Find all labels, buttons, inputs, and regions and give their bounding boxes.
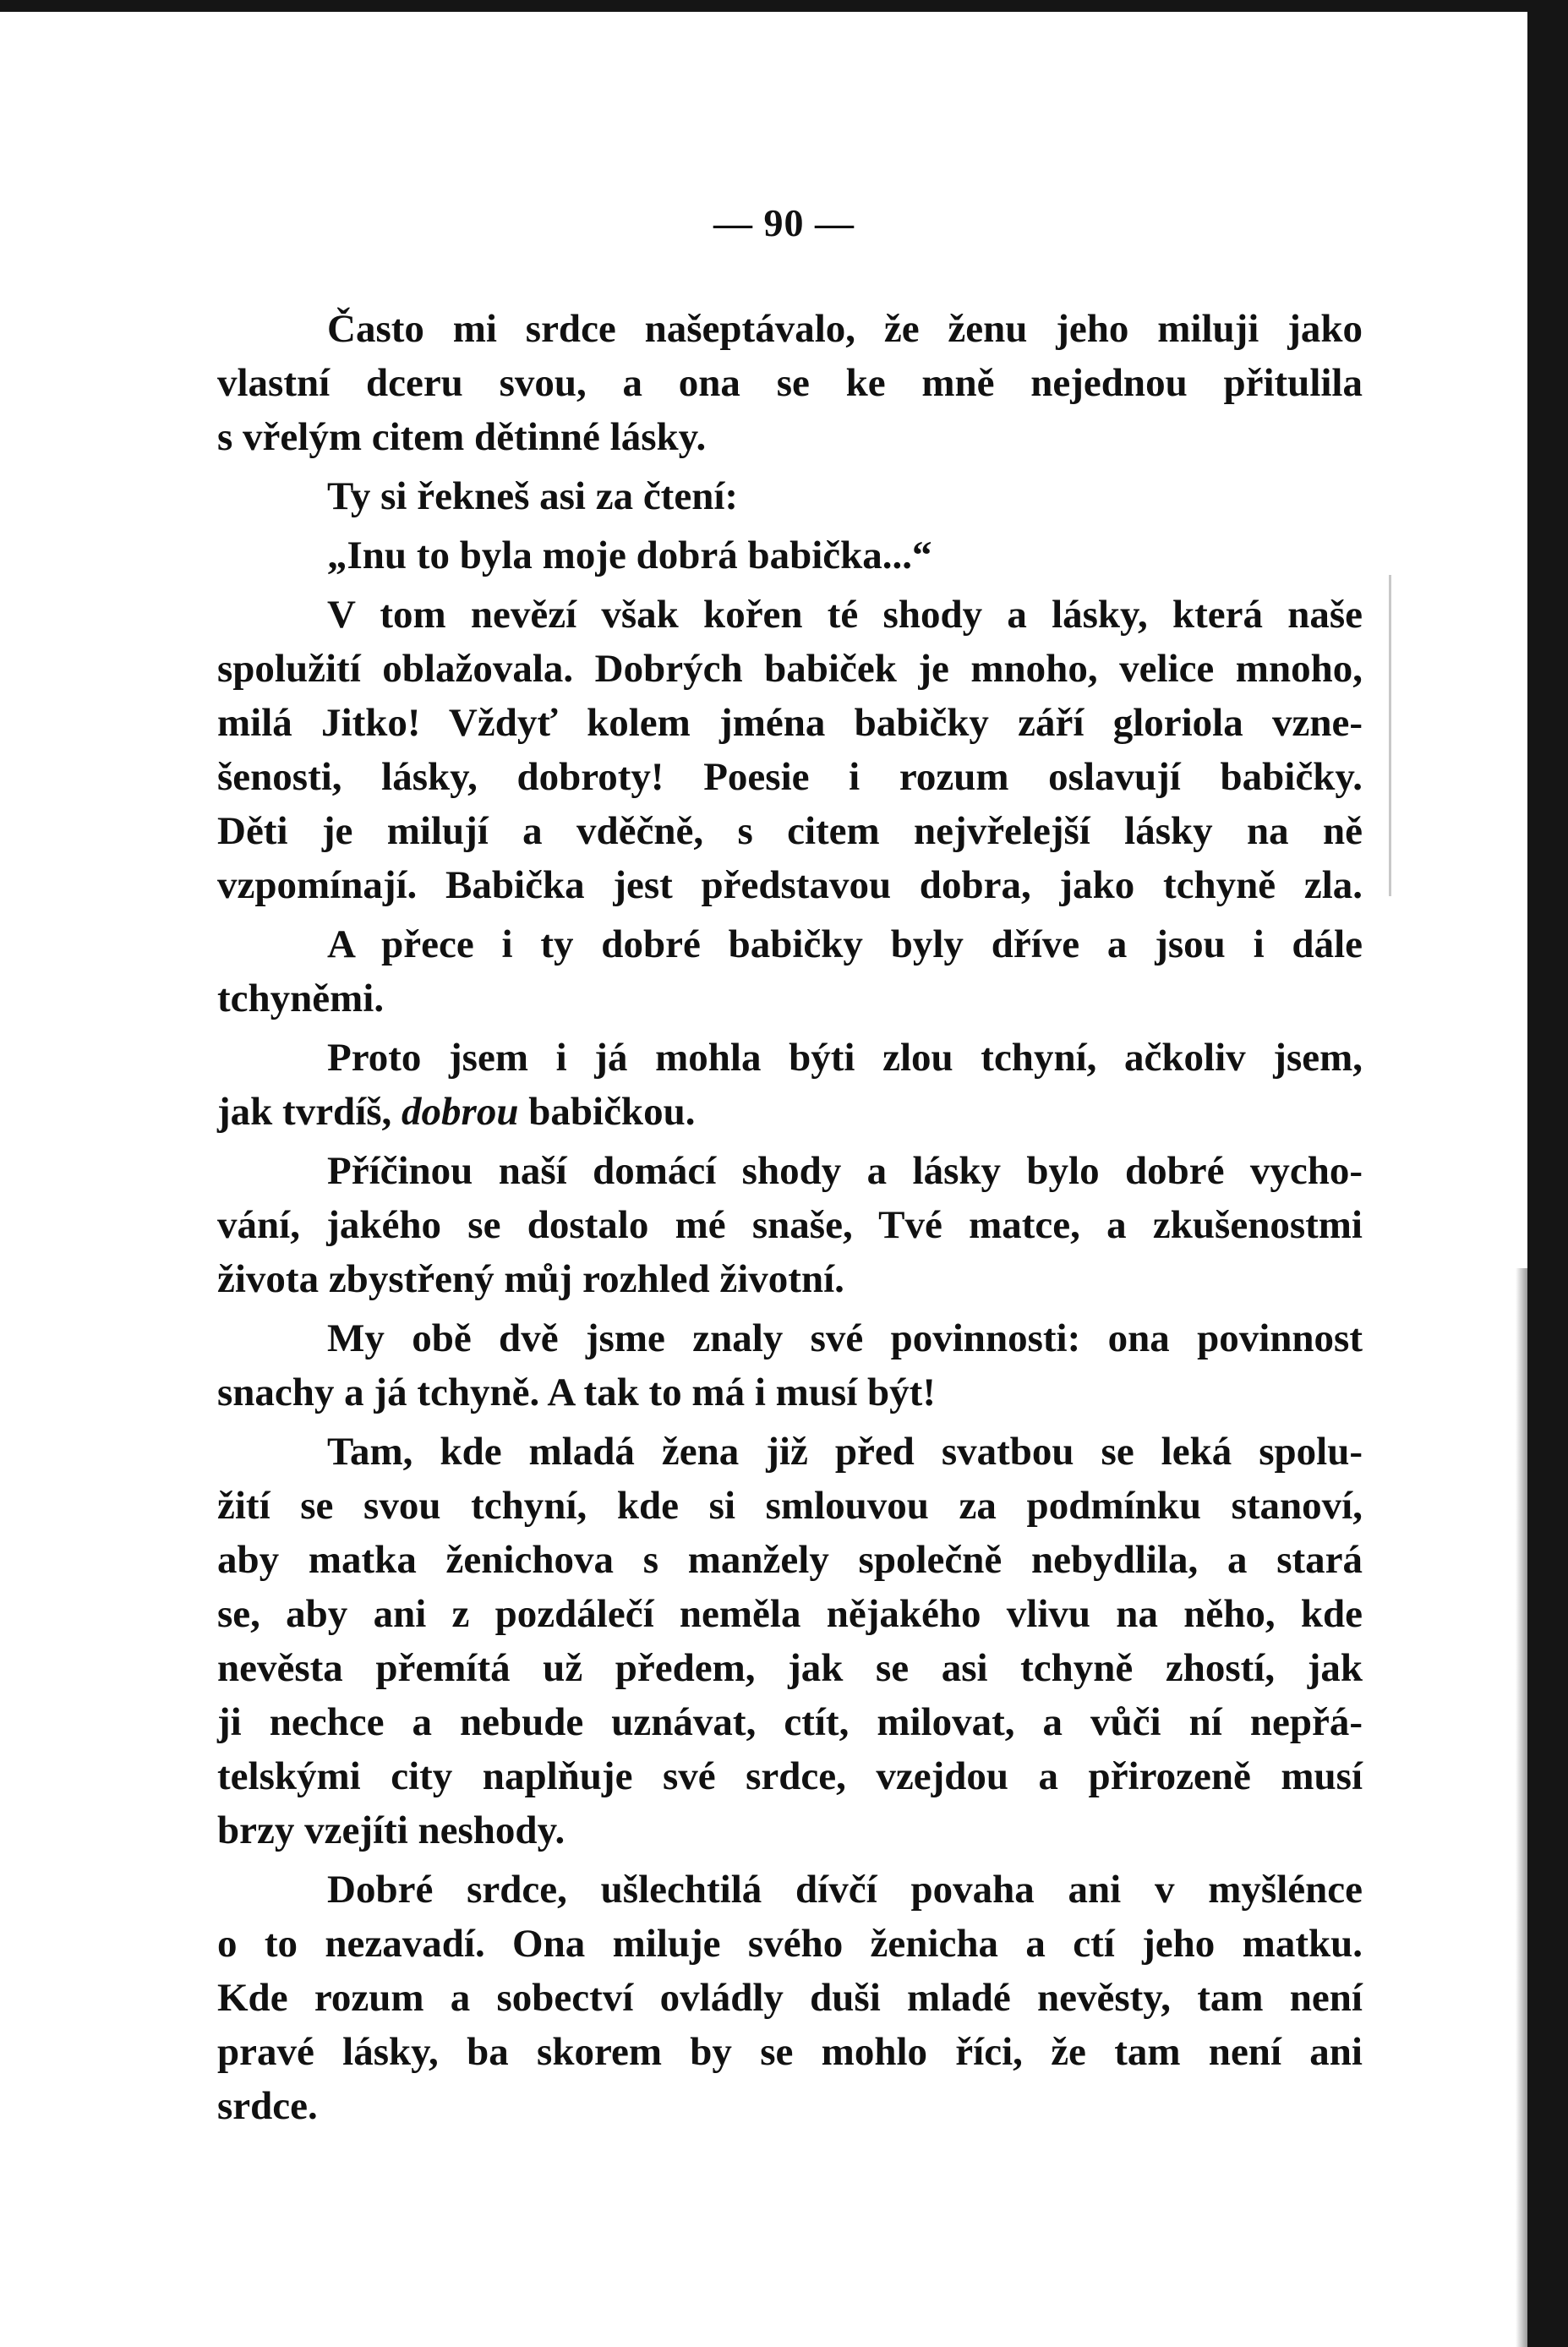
- text-line: nevěsta přemítá už předem, jak se asi tchyně zhostí, jak: [217, 1646, 1363, 1690]
- text-line: Tam, kde mladá žena již před svatbou se leká spolu-: [327, 1430, 1363, 1474]
- text-line: My obě dvě jsme znaly své povinnosti: ona povinnost: [327, 1316, 1363, 1360]
- text-line: brzy vzejíti neshody.: [217, 1808, 565, 1852]
- text-line: s vřelým citem dětinné lásky.: [217, 415, 707, 459]
- text-line: pravé lásky, ba skorem by se mohlo říci, že tam není ani: [217, 2030, 1363, 2074]
- text-line: žití se svou tchyní, kde si smlouvou za podmínku stanoví,: [217, 1484, 1363, 1528]
- text-segment: babičkou.: [528, 1090, 696, 1134]
- text-line: spolužití oblažovala. Dobrých babiček je mnoho, velice mnoho,: [217, 647, 1363, 691]
- text-line: šenosti, lásky, dobroty! Poesie i rozum oslavují babičky.: [217, 755, 1363, 799]
- text-line: A přece i ty dobré babičky byly dříve a jsou i dále: [327, 922, 1363, 966]
- text-emphasis: dobrou: [402, 1090, 519, 1134]
- text-line: tchyněmi.: [217, 977, 385, 1020]
- text-line: Příčinou naší domácí shody a lásky bylo dobré vycho-: [327, 1149, 1363, 1193]
- text-line: telskými city naplňuje své srdce, vzejdou a přirozeně musí: [217, 1754, 1363, 1798]
- text-line: ji nechce a nebude uznávat, ctít, milovat, a vůči ní nepřá-: [217, 1700, 1363, 1744]
- text-line: „Inu to byla moje dobrá babička...“: [327, 533, 932, 577]
- text-line: Děti je milují a vděčně, s citem nejvřelejší lásky na ně: [217, 809, 1363, 853]
- text-line: vlastní dceru svou, a ona se ke mně nejednou přitulila: [217, 361, 1363, 405]
- body-text: [217, 302, 1363, 2133]
- text-line: se, aby ani z pozdálečí neměla nějakého vlivu na něho, kde: [217, 1592, 1363, 1636]
- text-line: milá Jitko! Vždyť kolem jména babičky září gloriola vzne-: [217, 701, 1363, 745]
- text-line: aby matka ženichova s manžely společně nebydlila, a stará: [217, 1538, 1363, 1582]
- text-line: Dobré srdce, ušlechtilá dívčí povaha ani v myšlénce: [327, 1868, 1363, 1912]
- text-line: vání, jakého se dostalo mé snaše, Tvé matce, a zkušenostmi: [217, 1203, 1363, 1247]
- text-line: Často mi srdce našeptávalo, že ženu jeho miluji jako: [327, 307, 1363, 351]
- text-line: vzpomínají. Babička jest představou dobra, jako tchyně zla.: [217, 863, 1363, 907]
- text-line: srdce.: [217, 2084, 318, 2128]
- text-line-mixed: [217, 1085, 1363, 1139]
- text-line: o to nezavadí. Ona miluje svého ženicha a ctí jeho matku.: [217, 1922, 1363, 1966]
- text-line: Proto jsem i já mohla býti zlou tchyní, ačkoliv jsem,: [327, 1036, 1363, 1080]
- page-number: — 90 —: [713, 201, 855, 244]
- text-line: V tom nevězí však kořen té shody a lásky, která naše: [327, 593, 1363, 637]
- text-line: života zbystřený můj rozhled životní.: [217, 1257, 844, 1301]
- text-line: Ty si řekneš asi za čtení:: [327, 474, 739, 518]
- text-segment: jak tvrdíš,: [217, 1090, 392, 1134]
- text-line: Kde rozum a sobectví ovládly duši mladé nevěsty, tam není: [217, 1976, 1363, 2020]
- text-line: snachy a já tchyně. A tak to má i musí být!: [217, 1370, 936, 1414]
